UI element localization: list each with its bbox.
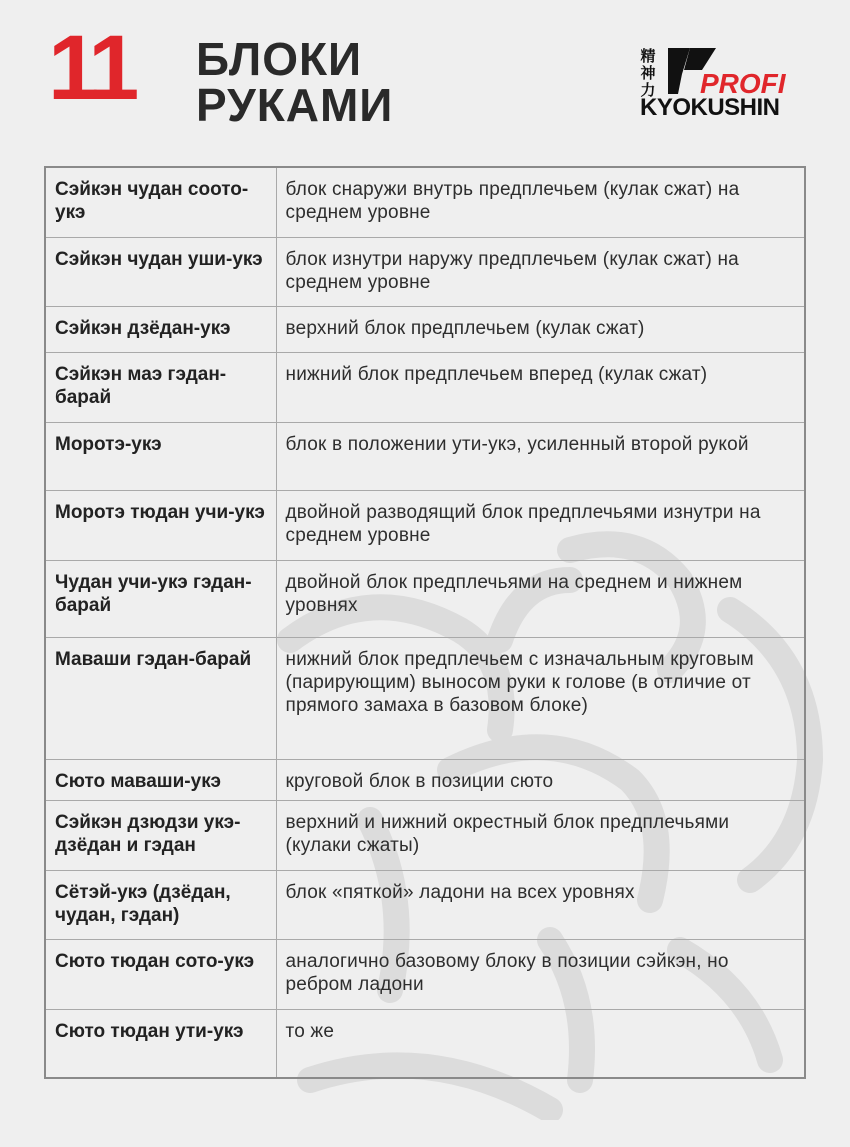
logo-kanji-char: 神 bbox=[640, 64, 656, 82]
page-title-line-1: БЛОКИ bbox=[196, 33, 363, 85]
table-row bbox=[45, 560, 805, 637]
page-number: 11 bbox=[48, 17, 134, 119]
profi-kyokushin-logo bbox=[638, 44, 813, 124]
description-cell: верхний и нижний окрестный блок предплечьями (кулаки сжаты) bbox=[276, 800, 805, 870]
page-title bbox=[196, 33, 394, 131]
description-cell: двойной блок предплечьями на среднем и нижнем уровнях bbox=[276, 560, 805, 637]
logo-profi-text: PROFI bbox=[700, 68, 786, 99]
description-cell: блок изнутри наружу предплечьем (кулак сжат) на среднем уровне bbox=[276, 237, 805, 306]
logo-kyokushin-text: KYOKUSHIN bbox=[640, 94, 780, 121]
term-cell: Моротэ-укэ bbox=[45, 422, 276, 490]
table-row bbox=[45, 800, 805, 870]
description-cell: двойной разводящий блок предплечьями изнутри на среднем уровне bbox=[276, 490, 805, 560]
term-cell: Сюто тюдан сото-укэ bbox=[45, 939, 276, 1009]
table-row bbox=[45, 1009, 805, 1078]
term-cell: Сэйкэн чудан уши-укэ bbox=[45, 237, 276, 306]
table-row bbox=[45, 167, 805, 237]
description-cell: аналогично базовому блоку в позиции сэйкэн, но ребром ладони bbox=[276, 939, 805, 1009]
table-row bbox=[45, 352, 805, 422]
description-cell: блок «пяткой» ладони на всех уровнях bbox=[276, 870, 805, 939]
description-cell: нижний блок предплечьем вперед (кулак сжат) bbox=[276, 352, 805, 422]
logo-kanji-char: 力 bbox=[640, 81, 656, 99]
logo-kanji-char: 精 bbox=[640, 47, 656, 65]
term-cell: Сюто тюдан ути-укэ bbox=[45, 1009, 276, 1078]
table-row bbox=[45, 490, 805, 560]
description-cell: блок снаружи внутрь предплечьем (кулак сжат) на среднем уровне bbox=[276, 167, 805, 237]
table-row bbox=[45, 870, 805, 939]
term-cell: Сюто маваши-укэ bbox=[45, 759, 276, 800]
term-cell: Сэйкэн чудан соото-укэ bbox=[45, 167, 276, 237]
page-header bbox=[0, 0, 850, 160]
description-cell: круговой блок в позиции сюто bbox=[276, 759, 805, 800]
table-row bbox=[45, 759, 805, 800]
table-row bbox=[45, 939, 805, 1009]
page-title-line-2: РУКАМИ bbox=[196, 79, 394, 131]
table-row bbox=[45, 237, 805, 306]
table-row bbox=[45, 422, 805, 490]
description-cell: нижний блок предплечьем с изначальным круговым (парирующим) выносом руки к голове (в отличие от прямого замаха в базовом блоке) bbox=[276, 637, 805, 759]
term-cell: Моротэ тюдан учи-укэ bbox=[45, 490, 276, 560]
term-cell: Маваши гэдан-барай bbox=[45, 637, 276, 759]
blocks-table bbox=[44, 166, 806, 1079]
table-row bbox=[45, 306, 805, 352]
description-cell: то же bbox=[276, 1009, 805, 1078]
term-cell: Сэйкэн дзёдан-укэ bbox=[45, 306, 276, 352]
description-cell: верхний блок предплечьем (кулак сжат) bbox=[276, 306, 805, 352]
term-cell: Сётэй-укэ (дзёдан, чудан, гэдан) bbox=[45, 870, 276, 939]
term-cell: Сэйкэн маэ гэдан-барай bbox=[45, 352, 276, 422]
term-cell: Чудан учи-укэ гэдан-барай bbox=[45, 560, 276, 637]
description-cell: блок в положении ути-укэ, усиленный второй рукой bbox=[276, 422, 805, 490]
blocks-table-container bbox=[44, 166, 806, 1079]
term-cell: Сэйкэн дзюдзи укэ-дзёдан и гэдан bbox=[45, 800, 276, 870]
table-row bbox=[45, 637, 805, 759]
logo-kanji bbox=[638, 48, 658, 99]
